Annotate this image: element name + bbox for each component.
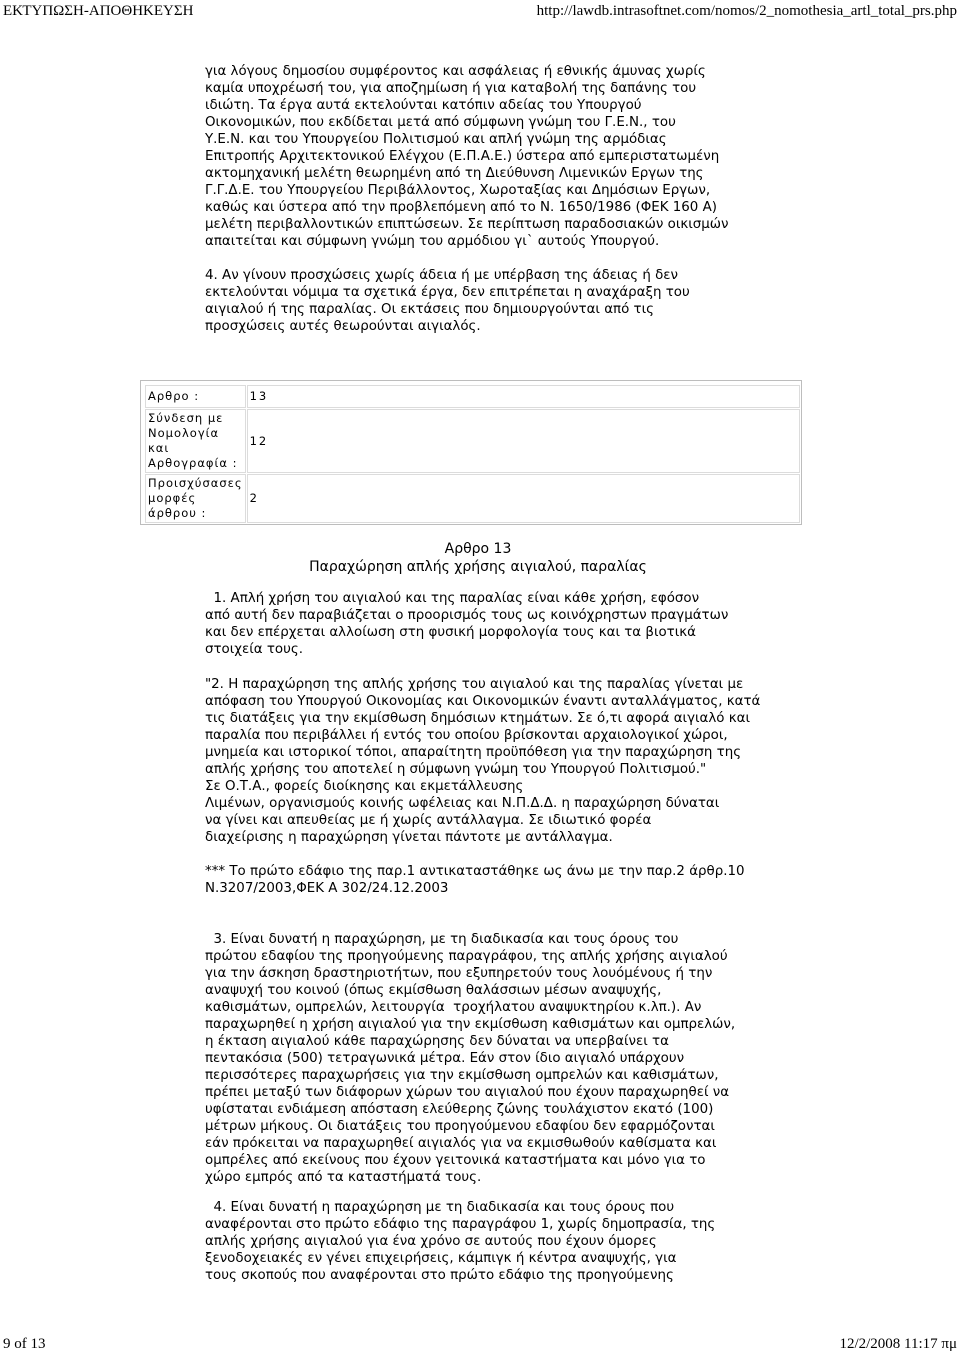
info-value[interactable]: 2 [247, 474, 800, 523]
info-label: Αρθρο : [145, 385, 246, 408]
info-value[interactable]: 13 [247, 385, 800, 408]
article-title: Παραχώρηση απλής χρήσης αιγιαλού, παραλίας [309, 559, 647, 575]
header-url: http://lawdb.intrasoftnet.com/nomos/2_nomothesia_artl_total_prs.php [536, 3, 957, 19]
info-label: Προισχύσασες μορφές άρθρου : [145, 474, 246, 523]
print-timestamp: 12/2/2008 11:17 πμ [839, 1336, 957, 1352]
print-header [0, 0, 960, 22]
article-info-table [144, 384, 801, 524]
article-paragraph-4: 4. Είναι δυνατή η παραχώρηση με τη διαδικασία και τους όρους που αναφέρονται στο πρώτο εδάφιο της παραγράφου 1, χωρίς δημοπρασία, της απλής χρήσης αιγιαλού για ένα χρόνο σε αυτούς που έχουν όμορες ξενοδοχειακές εν γένει επιχειρήσεις, κάμπιγκ ή κέντρα αναψυχής, για τους σκοπούς που αναφέρονται στο πρώτο εδάφιο της προηγούμενης [205, 1200, 716, 1283]
body-paragraph-continued: για λόγους δημοσίου συμφέροντος και ασφάλειας ή εθνικής άμυνας χωρίς καμία υποχρέωσή του, για αποζημίωση ή για καταβολή της δαπάνης του ιδιώτη. Τα έργα αυτά εκτελούνται κατόπιν αδείας του Υπουργού Οικονομικών, που εκδίδεται μετά από σύμφωνη γνώμη του Γ.Ε.Ν., του Υ.Ε.Ν. και του Υπουργείου Πολιτισμού και απλή γνώμη της αρμόδιας Επιτροπής Αρχιτεκτονικού Ελέγχου (Ε.Π.Α.Ε.) ύστερα από εμπεριστατωμένη ακτομηχανική μελέτη θεωρημένη από τη Διεύθυνση Λιμενικών Εργων της Γ.Γ.Δ.Ε. του Υπουργείου Περιβάλλοντος, Χωροταξίας και Δημόσιων Εργων, καθώς και ύστερα από την προβλεπόμενη από το Ν. 1650/1986 (ΦΕΚ 160 Α) μελέτη περιβαλλοντικών επιπτώσεων. Σε περίπτωση παραδοσιακών οικισμών απαιτείται και σύμφωνη γνώμη του αρμόδιου γι` αυτούς Υπουργού. [205, 64, 729, 249]
info-label: Σύνδεση με Νομολογία και Αρθογραφία : [145, 409, 246, 473]
article-paragraph-3: 3. Είναι δυνατή η παραχώρηση, με τη διαδικασία και τους όρους του πρώτου εδαφίου της προηγούμενης παραγράφου, της απλής χρήσης αιγιαλού για την άσκηση δραστηριοτήτων, που εξυπηρετούν τους λουόμένους ή την αναψυχή του κοινού (όπως εκμίσθωση θαλάσσιων μέσων αναψυχής, καθισμάτων, ομπρελών, λειτουργία τροχήλατου αναψυκτηρίου κ.λπ.). Αν παραχωρηθεί η χρήση αιγιαλού για την εκμίσθωση καθισμάτων και ομπρελών, η έκταση αιγιαλού κάθε παραχώρησης δεν δύναται να υπερβαίνει τα πεντακόσια (500) τετραγωνικά μέτρα. Εάν στον ίδιο αιγιαλό υπάρχουν περισσότερες παραχωρήσεις για την εκμίσθωση ομπρελών και καθισμάτων, πρέπει μεταξύ των διάφορων χώρων του αιγιαλού που έχουν παραχωρηθεί να υφίσταται ενδιάμεση απόσταση ελεύθερης ζώνης τουλάχιστον εκατό (100) μέτρων μήκους. Οι διατάξεις του προηγούμενου εδαφίου δεν εφαρμόζονται εάν πρόκειται να παραχωρηθεί αιγιαλός για να εκμισθωθούν καθίσματα και ομπρέλες από εκείνους που έχουν γειτονικά καταστήματα και μόνο για το χώρο εμπρός από τα καταστήματά τους. [205, 932, 736, 1185]
header-title: ΕΚΤΥΠΩΣΗ-ΑΠΟΘΗΚΕΥΣΗ [3, 3, 194, 19]
info-value[interactable]: 12 [247, 409, 800, 473]
article-paragraph-2: "2. Η παραχώρηση της απλής χρήσης του αιγιαλού και της παραλίας γίνεται με απόφαση του Υπουργού Οικονομίας και Οικονομικών έναντι ανταλλάγματος, κατά τις διατάξεις για την εκμίσθωση δημόσιων κτημάτων. Σε ό,τι αφορά αιγιαλό και παραλία που περιβάλλει ή εντός του οποίου βρίσκονται αρχαιολογικοί χώροι, μνημεία και ιστορικοί τόποι, απαραίτητη προϋπόθεση για την παραχώρηση της απλής χρήσης του αποτελεί η σύμφωνη γνώμη του Υπουργού Πολιτισμού." Σε Ο.Τ.Α., φορείς διοίκησης και εκμετάλλευσης Λιμένων, οργανισμούς κοινής ωφέλειας και Ν.Π.Δ.Δ. η παραχώρηση δύναται να γίνει και απευθείας με ή χωρίς αντάλλαγμα. Σε ιδιωτικό φορέα διαχείρισης η παραχώρηση γίνεται πάντοτε με αντάλλαγμα. [205, 677, 761, 845]
info-row-article [145, 385, 800, 408]
print-footer [0, 1333, 960, 1355]
body-paragraph-4: 4. Αν γίνουν προσχώσεις χωρίς άδεια ή με υπέρβαση της άδειας ή δεν εκτελούνται νόμιμα τα σχετικά έργα, δεν επιτρέπεται η αναχάραξη του αιγιαλού ή της παραλίας. Οι εκτάσεις που δημιουργούνται από τις προσχώσεις αυτές θεωρούνται αιγιαλός. [205, 268, 690, 334]
amendment-note: *** Το πρώτο εδάφιο της παρ.1 αντικαταστάθηκε ως άνω με την παρ.2 άρθρ.10 Ν.3207/2003,ΦΕΚ Α 302/24.12.2003 [205, 864, 745, 896]
article-paragraph-1: 1. Απλή χρήση του αιγιαλού και της παραλίας είναι κάθε χρήση, εφόσον από αυτή δεν παραβιάζεται ο προορισμός τους ως κοινόχρηστων πραγμάτων και δεν επέρχεται αλλοίωση στη φυσική μορφολογία τους και τα βιοτικά στοιχεία τους. [205, 591, 729, 657]
info-row-jurisprudence [145, 409, 800, 473]
article-info-box [140, 380, 802, 525]
article-heading [268, 540, 688, 576]
info-row-previous-versions [145, 474, 800, 523]
page-number: 9 of 13 [3, 1336, 46, 1352]
article-number: Αρθρο 13 [444, 541, 512, 557]
